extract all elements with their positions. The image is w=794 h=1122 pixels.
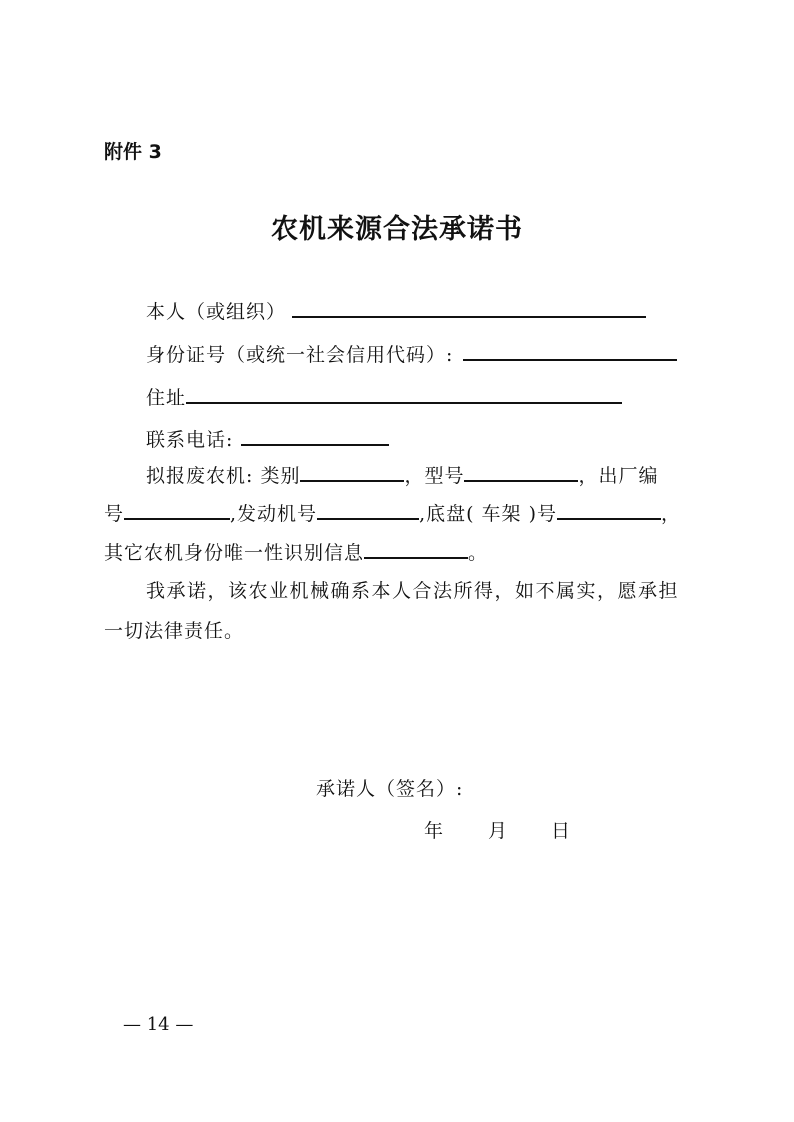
period: 。 [468, 542, 489, 564]
date-day-label: 日 [551, 820, 572, 842]
line-end-comma: ， [661, 503, 682, 525]
category-blank[interactable] [300, 460, 404, 482]
phone-row [146, 424, 389, 453]
address-row [146, 382, 622, 411]
pledge-line-1: 我承诺，该农业机械确系本人合法所得，如不属实，愿承担 [146, 580, 680, 602]
machine-row-3 [104, 537, 488, 566]
machine-row-1 [146, 460, 658, 489]
person-name-blank[interactable] [292, 296, 646, 318]
person-row [146, 296, 646, 325]
signer-label: 承诺人（签名）: [316, 778, 464, 800]
chassis-no-blank[interactable] [557, 498, 661, 520]
date-month-label: 月 [488, 820, 509, 842]
date-year-label: 年 [424, 820, 445, 842]
other-info-label: 其它农机身份唯一性识别信息 [104, 542, 365, 564]
phone-label: 联系电话: [146, 429, 234, 451]
document-title: 农机来源合法承诺书 [271, 214, 523, 245]
model-label: ，型号 [404, 465, 465, 487]
page-number: — 14 — [123, 1014, 194, 1035]
pledge-line-2: 一切法律责任。 [104, 620, 245, 642]
other-info-blank[interactable] [364, 537, 468, 559]
person-label: 本人（或组织） [146, 301, 287, 323]
address-label: 住址 [146, 387, 187, 409]
engine-no-blank[interactable] [317, 498, 419, 520]
machine-intro-label: 拟报废农机: 类别 [146, 465, 301, 487]
factory-no-blank[interactable] [124, 498, 230, 520]
machine-row-2 [104, 498, 681, 527]
engine-no-label: ,发动机号 [230, 503, 318, 525]
chassis-no-label: ,底盘( 车架 )号 [419, 503, 558, 525]
model-blank[interactable] [464, 460, 578, 482]
factory-no-label: ，出厂编 [578, 465, 659, 487]
id-label: 身份证号（或统一社会信用代码）: [146, 344, 454, 366]
factory-no-label-cont: 号 [104, 503, 125, 525]
address-blank[interactable] [186, 382, 622, 404]
id-row [146, 339, 677, 368]
attachment-label: 附件 3 [104, 141, 162, 163]
phone-blank[interactable] [241, 424, 389, 446]
id-number-blank[interactable] [463, 339, 677, 361]
